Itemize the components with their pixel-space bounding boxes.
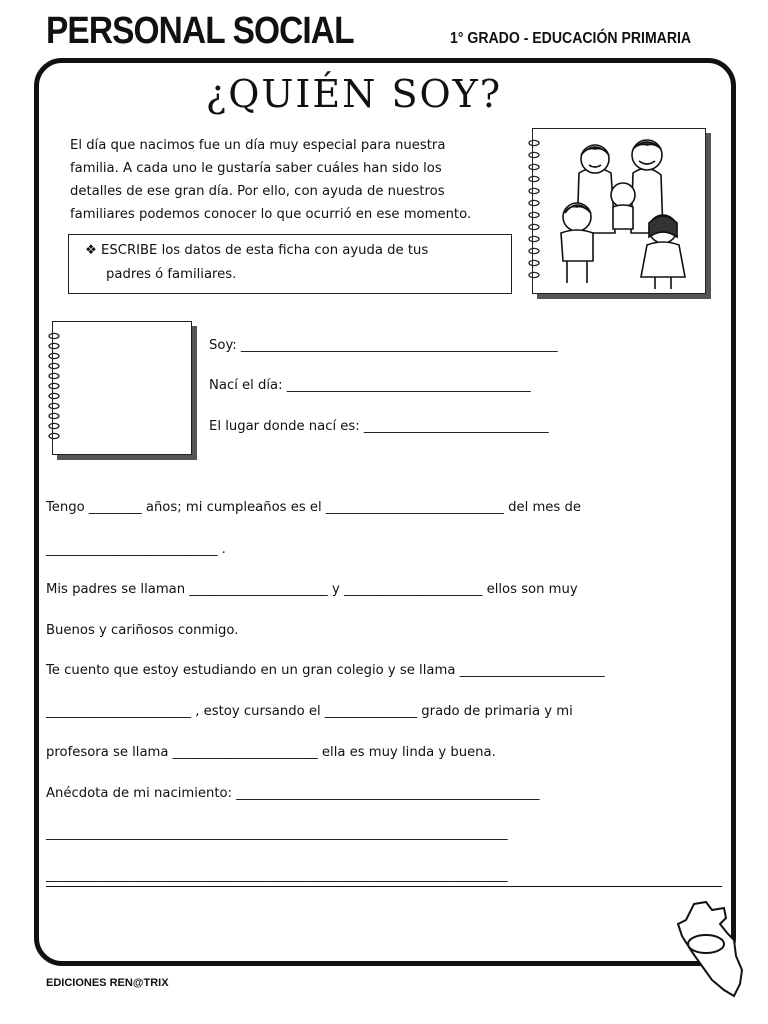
bottom-rule bbox=[46, 886, 722, 887]
text-line: profesora se llama ______________________ ella es muy linda y buena. bbox=[46, 745, 496, 760]
peru-map-icon bbox=[676, 900, 746, 1000]
intro-line: familiares podemos conocer lo que ocurrió en ese momento. bbox=[70, 207, 472, 222]
field-lugar: El lugar donde nací es: ____________________________ bbox=[209, 419, 549, 434]
photo-frame bbox=[52, 321, 192, 455]
subject-title: PERSONAL SOCIAL bbox=[46, 10, 354, 52]
intro-line: familia. A cada uno le gustaría saber cuáles han sido los bbox=[70, 161, 442, 176]
footer-publisher: EDICIONES REN@TRIX bbox=[46, 977, 169, 989]
instruction-line: ESCRIBE los datos de esta ficha con ayuda de tus bbox=[101, 243, 429, 258]
family-drawing-icon bbox=[551, 133, 701, 293]
field-soy: Soy: ________________________________________________ bbox=[209, 338, 558, 353]
grade-label: 1° GRADO - EDUCACIÓN PRIMARIA bbox=[450, 30, 692, 47]
text-line: Anécdota de mi nacimiento: ______________________________________________ bbox=[46, 786, 540, 801]
instruction-line: padres ó familiares. bbox=[106, 267, 237, 282]
text-line: Mis padres se llaman _____________________ y _____________________ ellos son muy bbox=[46, 582, 578, 597]
family-illustration bbox=[532, 128, 706, 294]
text-line: ______________________________________________________________________ bbox=[46, 826, 508, 841]
spiral-rings-icon bbox=[47, 330, 61, 450]
intro-line: El día que nacimos fue un día muy especial para nuestra bbox=[70, 138, 446, 153]
text-line: __________________________ . bbox=[46, 542, 226, 557]
text-line: ______________________________________________________________________ bbox=[46, 868, 508, 883]
intro-text bbox=[70, 134, 510, 226]
text-line: Tengo ________ años; mi cumpleaños es el ___________________________ del mes de bbox=[46, 500, 581, 515]
bullet-icon: ❖ bbox=[85, 243, 97, 258]
instruction-box bbox=[68, 234, 512, 294]
text-line: ______________________ , estoy cursando el ______________ grado de primaria y mi bbox=[46, 704, 573, 719]
text-line: Buenos y cariñosos conmigo. bbox=[46, 623, 239, 638]
intro-line: detalles de ese gran día. Por ello, con ayuda de nuestros bbox=[70, 184, 445, 199]
text-line: Te cuento que estoy estudiando en un gran colegio y se llama ______________________ bbox=[46, 663, 605, 678]
spiral-rings-icon bbox=[527, 137, 541, 287]
field-naci: Nací el día: _____________________________________ bbox=[209, 378, 531, 393]
page-title: ¿QUIÉN SOY? bbox=[205, 72, 503, 116]
